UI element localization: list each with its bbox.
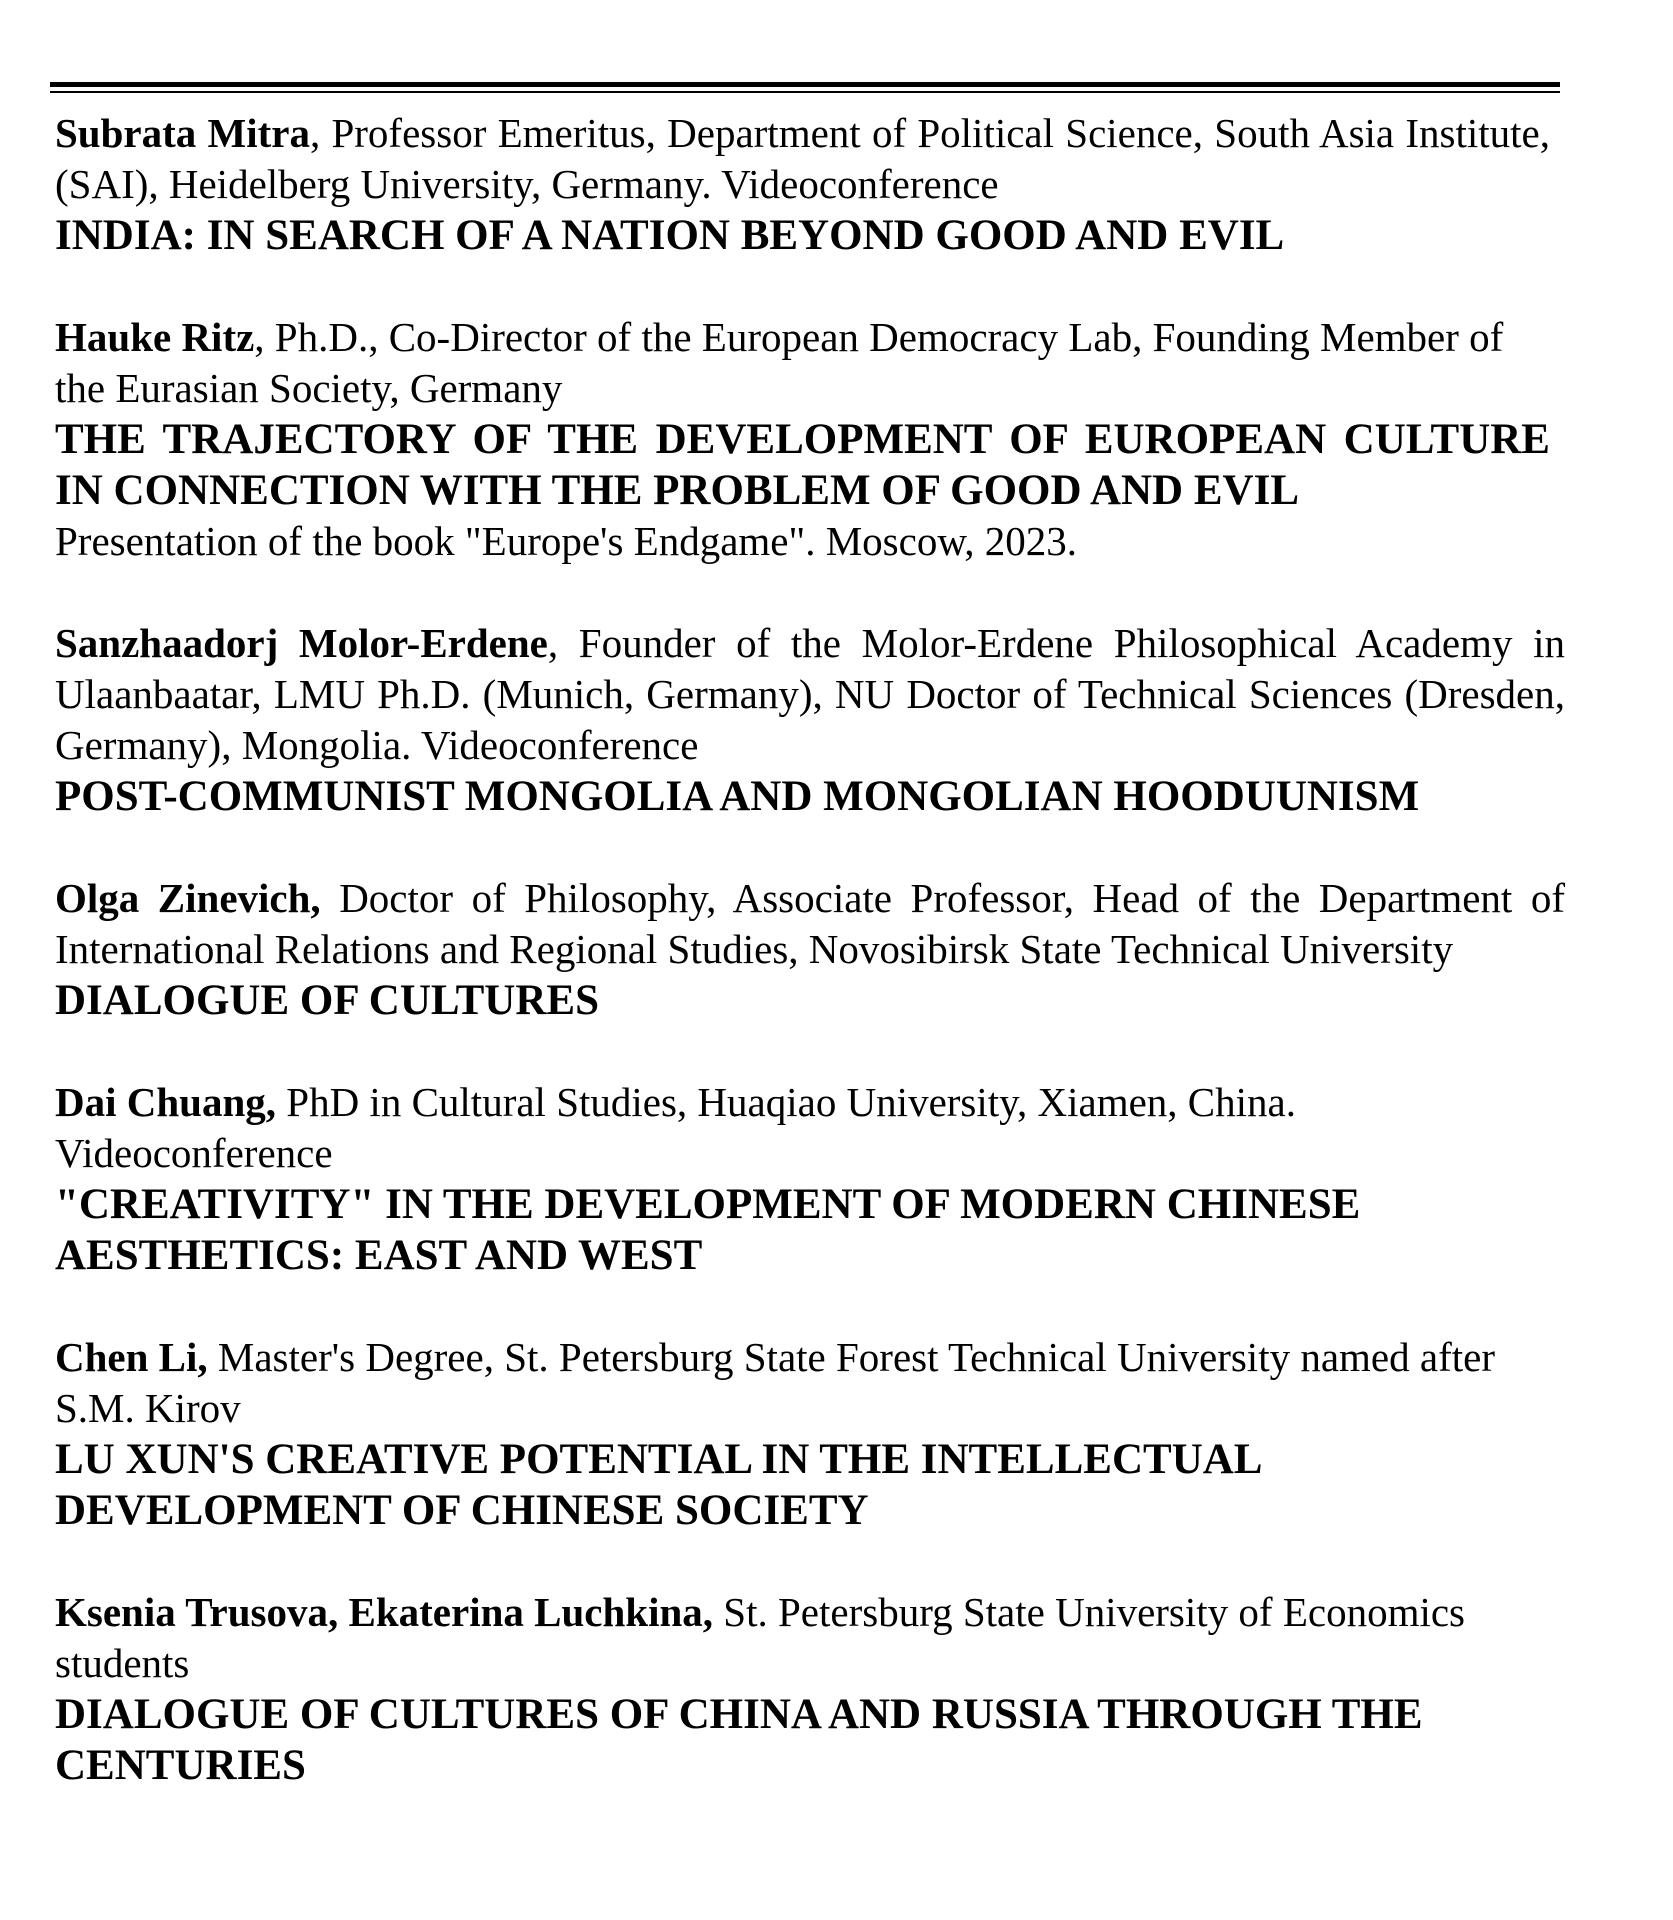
speaker-affiliation-line: [55, 1332, 1515, 1434]
talk-title: LU XUN'S CREATIVE POTENTIAL IN THE INTELLECTUAL DEVELOPMENT OF CHINESE SOCIETY: [55, 1436, 1261, 1534]
talk-note: Presentation of the book "Europe's Endgame". Moscow, 2023.: [55, 518, 1078, 564]
talk-title: INDIA: IN SEARCH OF A NATION BEYOND GOOD AND EVIL: [55, 212, 1285, 259]
speaker-affiliation: Master's Degree, St. Petersburg State Forest Technical University named after S.M. Kirov: [55, 1334, 1495, 1431]
speaker-entry: [55, 108, 1550, 261]
speaker-affiliation-line: [55, 1077, 1535, 1179]
speaker-affiliation: PhD in Cultural Studies, Huaqiao University, Xiamen, China. Videoconference: [55, 1079, 1296, 1176]
talk-title: DIALOGUE OF CULTURES OF CHINA AND RUSSIA THROUGH THE CENTURIES: [55, 1691, 1423, 1789]
talk-title: POST-COMMUNIST MONGOLIA AND MONGOLIAN HOODUUNISM: [55, 773, 1420, 820]
talk-title: THE TRAJECTORY OF THE DEVELOPMENT OF EUROPEAN CULTURE IN CONNECTION WITH THE PROBLEM OF GOOD AND EVIL: [55, 416, 1550, 514]
speaker-affiliation: Doctor of Philosophy, Associate Professor, Head of the Department of International Relations and Regional Studies, Novosibirsk State Technical University: [55, 875, 1565, 972]
speaker-name: Dai Chuang,: [55, 1079, 277, 1125]
speaker-entry: [55, 873, 1565, 1026]
speaker-affiliation-line: [55, 312, 1550, 414]
speaker-entry: [55, 1332, 1515, 1536]
speaker-affiliation: St. Petersburg State University of Economics students: [55, 1589, 1466, 1686]
speaker-affiliation: , Founder of the Molor-Erdene Philosophical Academy in Ulaanbaatar, LMU Ph.D. (Munich, Germany), NU Doctor of Technical Sciences (Dresden, Germany), Mongolia. Videoconference: [55, 620, 1565, 768]
speaker-name: Olga Zinevich,: [55, 875, 321, 921]
speaker-entry: [55, 312, 1550, 567]
speaker-name: Hauke Ritz: [55, 314, 255, 360]
speaker-affiliation-line: [55, 618, 1565, 771]
talk-title: "CREATIVITY" IN THE DEVELOPMENT OF MODERN CHINESE AESTHETICS: EAST AND WEST: [55, 1181, 1361, 1279]
speaker-affiliation-line: [55, 873, 1565, 975]
talk-title: DIALOGUE OF CULTURES: [55, 977, 599, 1024]
speaker-list: [55, 108, 1565, 1842]
header-rule-thick: [50, 82, 1560, 87]
speaker-name: Ksenia Trusova, Ekaterina Luchkina,: [55, 1589, 714, 1635]
speaker-name: Subrata Mitra: [55, 110, 310, 156]
speaker-affiliation: , Professor Emeritus, Department of Political Science, South Asia Institute, (SAI), Heidelberg University, Germany. Videoconference: [55, 110, 1551, 207]
speaker-entry: [55, 618, 1565, 822]
speaker-affiliation-line: [55, 108, 1550, 210]
speaker-entry: [55, 1077, 1535, 1281]
speaker-affiliation: , Ph.D., Co-Director of the European Democracy Lab, Founding Member of the Eurasian Society, Germany: [55, 314, 1504, 411]
speaker-entry: [55, 1587, 1535, 1791]
speaker-affiliation-line: [55, 1587, 1535, 1689]
speaker-name: Chen Li,: [55, 1334, 208, 1380]
speaker-name: Sanzhaadorj Molor-Erdene: [55, 620, 548, 666]
header-rule-thin: [50, 91, 1560, 93]
